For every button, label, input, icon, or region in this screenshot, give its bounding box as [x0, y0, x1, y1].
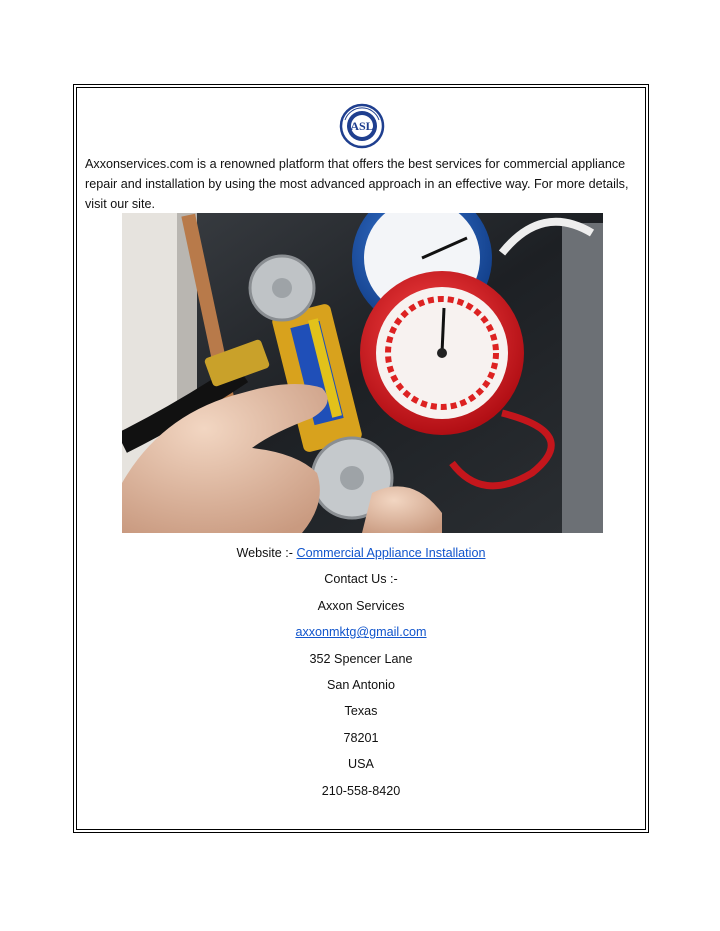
street-address: 352 Spencer Lane — [309, 651, 413, 666]
document-page — [73, 84, 649, 833]
phone-number: 210-558-8420 — [321, 783, 401, 798]
contact-block — [77, 544, 645, 808]
website-line — [77, 544, 645, 570]
website-link[interactable]: Commercial Appliance Installation — [296, 546, 486, 560]
intro-paragraph: Axxonservices.com is a renowned platform that offers the best services for commercial appliance repair and installation by using the most advanced approach in an effective way. For more details, visit our site. — [85, 157, 629, 211]
company-name: Axxon Services — [317, 598, 405, 613]
manifold-gauge-photo — [122, 213, 603, 533]
city: San Antonio — [327, 677, 395, 692]
axxon-logo-icon — [339, 98, 385, 150]
email-link[interactable]: axxonmktg@gmail.com — [295, 625, 427, 640]
website-label: Website :- — [236, 546, 297, 560]
contact-label: Contact Us :- — [324, 572, 398, 587]
zip-code: 78201 — [343, 730, 379, 745]
svg-text:ASL: ASL — [350, 119, 374, 133]
country: USA — [348, 757, 374, 772]
state: Texas — [344, 704, 378, 719]
